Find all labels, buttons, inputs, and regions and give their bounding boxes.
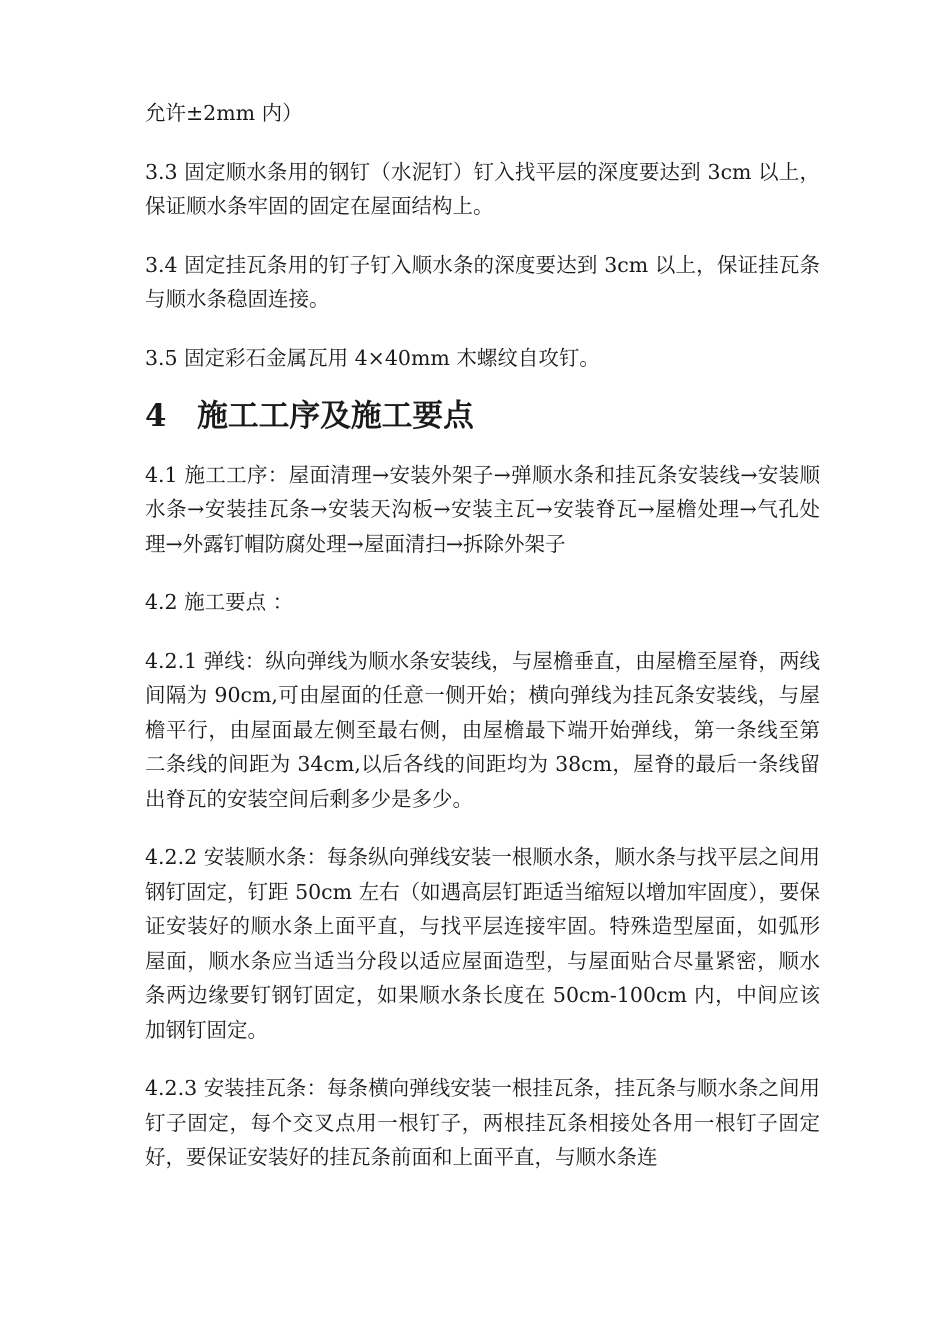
paragraph-4-2-1: 4.2.1 弹线：纵向弹线为顺水条安装线，与屋檐垂直，由屋檐至屋脊，两线间隔为 90cm,可由屋面的任意一侧开始；横向弹线为挂瓦条安装线，与屋檐平行，由屋面最左侧至最右侧，由屋檐最下端开始弹线，第一条线至第二条线的间距为 34cm,以后各线的间距均为 38cm，屋脊的最后一条线留出脊瓦的安装空间后剩多少是多少。 (145, 648, 820, 811)
paragraph-3-4: 3.4 固定挂瓦条用的钉子钉入顺水条的深度要达到 3cm 以上，保证挂瓦条与顺水条稳固连接。 (145, 252, 820, 311)
paragraph-4-1: 4.1 施工工序：屋面清理→安装外架子→弹顺水条和挂瓦条安装线→安装顺水条→安装挂瓦条→安装天沟板→安装主瓦→安装脊瓦→屋檐处理→气孔处理→外露钉帽防腐处理→屋面清扫→拆除外架子 (145, 462, 820, 556)
paragraph-4-2-3: 4.2.3 安装挂瓦条：每条横向弹线安装一根挂瓦条，挂瓦条与顺水条之间用钉子固定，每个交叉点用一根钉子，两根挂瓦条相接处各用一根钉子固定好，要保证安装好的挂瓦条前面和上面平直，与顺水条连 (145, 1076, 820, 1169)
paragraph-continuation: 允许±2mm 内） (145, 101, 303, 125)
paragraph-4-2-2: 4.2.2 安装顺水条：每条纵向弹线安装一根顺水条，顺水条与找平层之间用钢钉固定，钉距 50cm 左右（如遇高层钉距适当缩短以增加牢固度），要保证安装好的顺水条上面平直，与找平层连接牢固。特殊造型屋面，如弧形屋面，顺水条应当适当分段以适应屋面造型，与屋面贴合尽量紧密，顺水条两边缘要钉钢钉固定，如果顺水条长度在 50cm-100cm 内，中间应该加钢钉固定。 (145, 845, 820, 1042)
paragraph-3-3: 3.3 固定顺水条用的钢钉（水泥钉）钉入找平层的深度要达到 3cm 以上，保证顺水条牢固的固定在屋面结构上。 (145, 159, 820, 218)
paragraph-4-2: 4.2 施工要点 ： (145, 590, 294, 614)
paragraph-3-5: 3.5 固定彩石金属瓦用 4×40mm 木螺纹自攻钉。 (145, 345, 600, 370)
document-body (145, 96, 820, 1199)
section-4-heading: 4 施工工序及施工要点 (145, 398, 474, 434)
